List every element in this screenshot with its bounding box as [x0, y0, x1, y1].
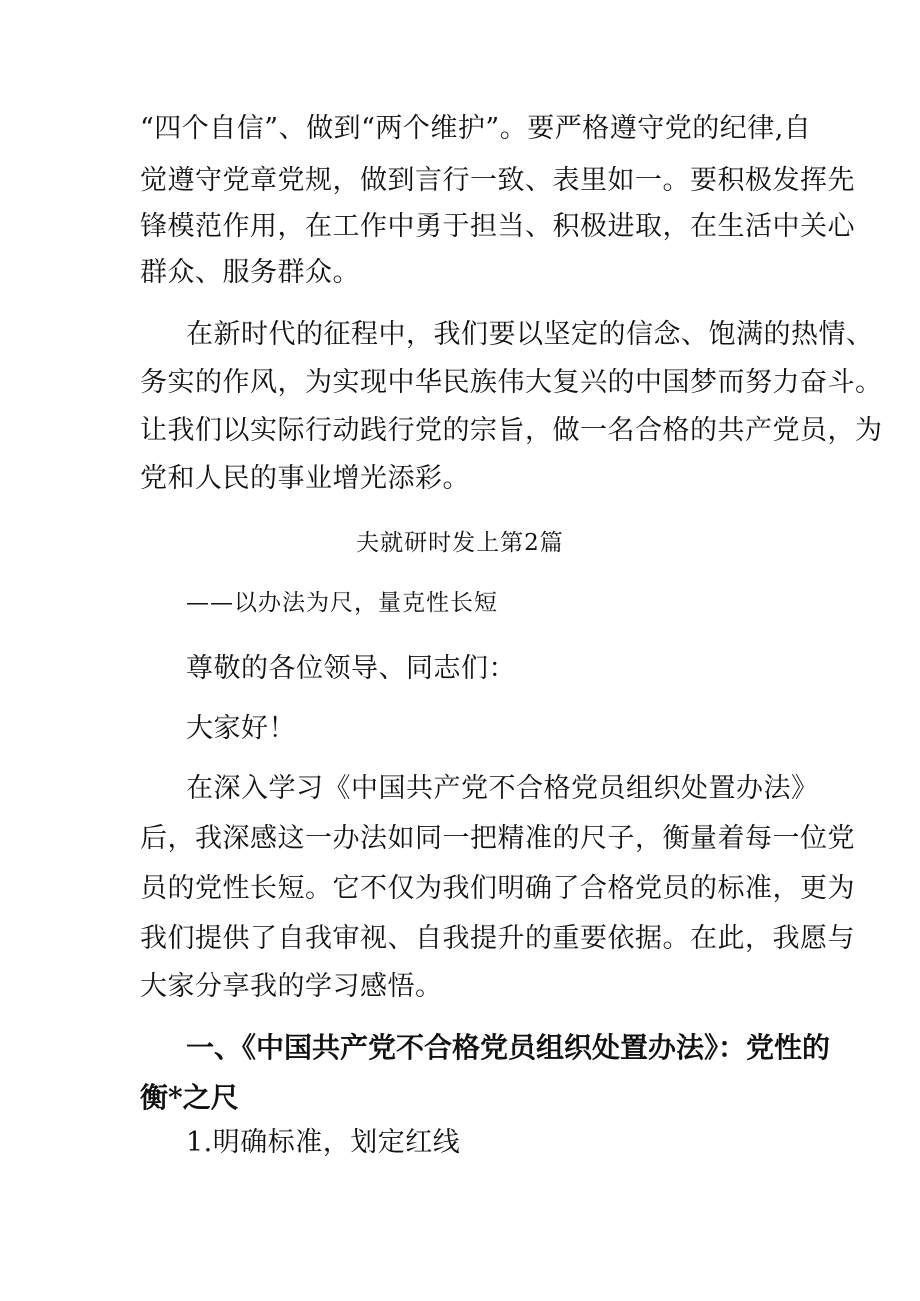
paragraph-1-line-2: 觉遵守党章党规，做到言行一致、表里如一。要积极发挥先	[140, 165, 855, 196]
paragraph-1-line-1: “四个自信”、做到“两个维护”。要严格遵守党的纪律,自	[140, 113, 812, 144]
greeting: 大家好！	[186, 713, 296, 744]
paragraph-3-line-3: 员的党性长短。它不仅为我们明确了合格党员的标准，更为	[140, 873, 855, 904]
paragraph-2-line-2: 务实的作风，为实现中华民族伟大复兴的中国梦而努力奋斗。	[140, 367, 883, 398]
paragraph-2-line-1: 在新时代的征程中，我们要以坚定的信念、饱满的热情、	[186, 319, 874, 350]
paragraph-3-line-1: 在深入学习《中国共产党不合格党员组织处置办法》	[186, 773, 819, 804]
paragraph-3-line-2: 后，我深感这一办法如同一把精准的尺子，衡量着每一位党	[140, 823, 855, 854]
paragraph-3-line-4: 我们提供了自我审视、自我提升的重要依据。在此，我愿与	[140, 923, 855, 954]
paragraph-3-line-5: 大家分享我的学习感悟。	[140, 971, 443, 1002]
paragraph-2-line-3: 让我们以实际行动践行党的宗旨，做一名合格的共产党员，为	[140, 415, 883, 446]
salutation: 尊敬的各位领导、同志们：	[186, 653, 516, 684]
paragraph-1-line-3: 锋模范作用，在工作中勇于担当、积极进取，在生活中关心	[140, 211, 855, 242]
section-title: 夫就研时发上第2篇	[356, 530, 564, 556]
subheading-1: 1.明确标准，划定红线	[186, 1127, 461, 1158]
heading-1-line-2: 衡*之尺	[140, 1081, 239, 1114]
paragraph-1-line-4: 群众、服务群众。	[140, 257, 360, 288]
paragraph-2-line-4: 党和人民的事业增光添彩。	[140, 463, 470, 494]
section-subtitle: ——以办法为尺，量克性长短	[186, 590, 498, 616]
heading-1-line-1: 一、《中国共产党不合格党员组织处置办法》：党性的	[186, 1031, 831, 1064]
